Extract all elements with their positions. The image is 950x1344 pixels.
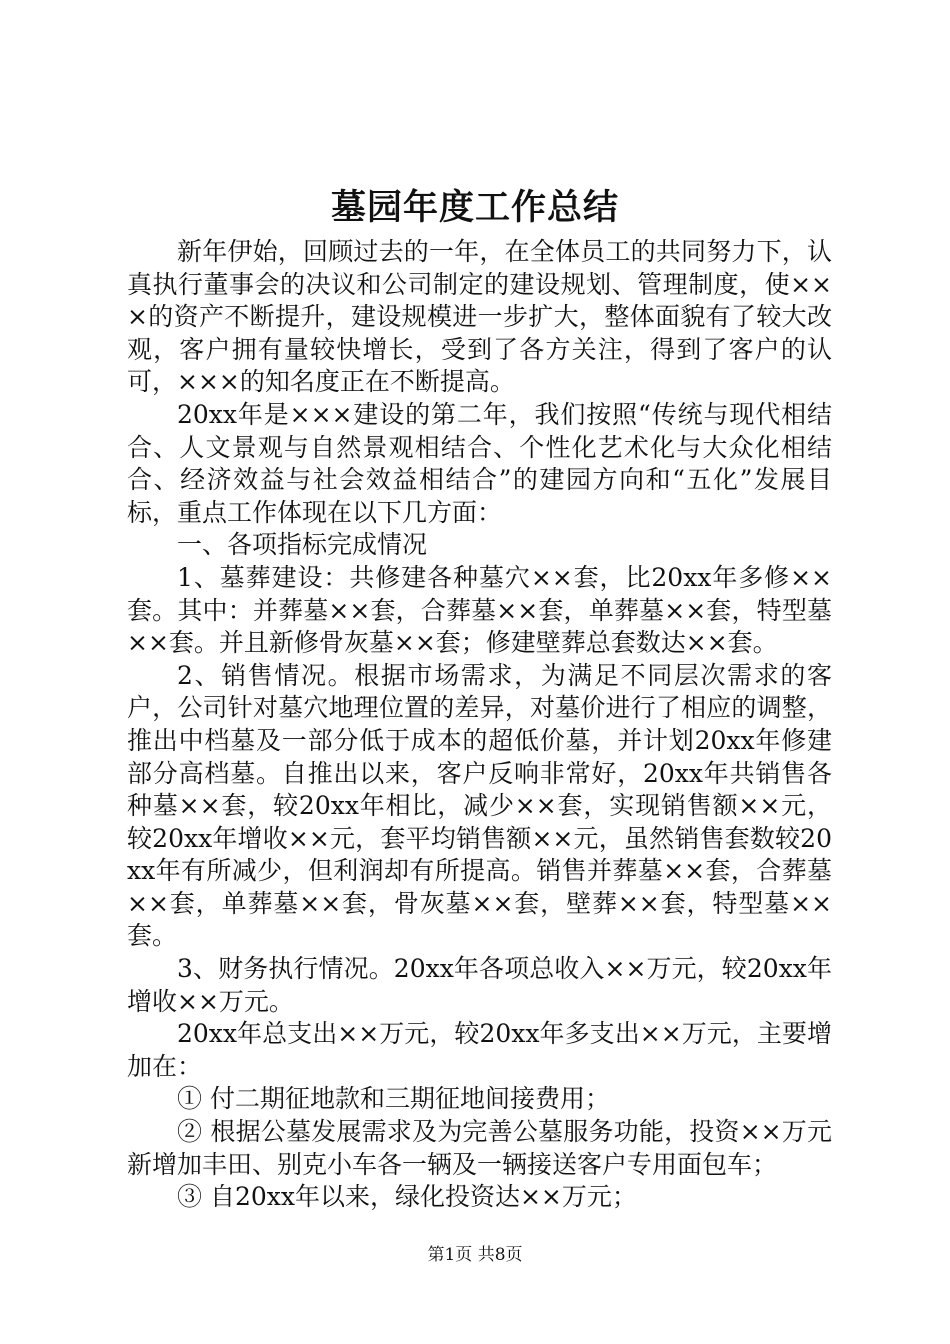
paragraph-construction: 1、墓葬建设：共修建各种墓穴××套，比20xx年多修××套。其中：并葬墓××套，合葬墓××套，单葬墓××套，特型墓××套。并且新修骨灰墓××套；修建壁葬总套数达××套。 xyxy=(127,562,832,658)
document-body xyxy=(127,236,832,1214)
list-item-land: ① 付二期征地款和三期征地间接费用； xyxy=(177,1084,610,1114)
document-title: 墓园年度工作总结 xyxy=(330,187,619,228)
page-number: 第1页 共8页 xyxy=(427,1245,523,1265)
paragraph-finance: 3、财务执行情况。20xx年各项总收入××万元，较20xx年增收××万元。 xyxy=(127,954,832,1016)
paragraph-sales: 2、销售情况。根据市场需求，为满足不同层次需求的客户，公司针对墓穴地理位置的差异，对墓价进行了相应的调整，推出中档墓及一部分低于成本的超低价墓，并计划20xx年修建部分高档墓。自推出以来，客户反响非常好，20xx年共销售各种墓××套，较20xx年相比，减少××套，实现销售额××元，较20xx年增收××元，套平均销售额××元，虽然销售套数较20xx年有所减少，但利润却有所提高。销售并葬墓××套，合葬墓××套，单葬墓××套，骨灰墓××套，壁葬××套，特型墓××套。 xyxy=(127,660,832,951)
paragraph-intro: 新年伊始，回顾过去的一年，在全体员工的共同努力下，认真执行董事会的决议和公司制定的建设规划、管理制度，使×××的资产不断提升，建设规模进一步扩大，整体面貌有了较大改观，客户拥有量较快增长，受到了各方关注，得到了客户的认可，×××的知名度正在不断提高。 xyxy=(127,237,832,397)
paragraph-overview: 20xx年是×××建设的第二年，我们按照“传统与现代相结合、人文景观与自然景观相结合、个性化艺术化与大众化相结合、经济效益与社会效益相结合”的建园方向和“五化”发展目标，重点工作体现在以下几方面： xyxy=(127,399,832,527)
list-item-greening: ③ 自20xx年以来，绿化投资达××万元； xyxy=(177,1182,637,1212)
paragraph-expenditure: 20xx年总支出××万元，较20xx年多支出××万元，主要增加在： xyxy=(127,1019,832,1081)
section-heading: 一、各项指标完成情况 xyxy=(177,530,428,560)
list-item-vehicles: ② 根据公墓发展需求及为完善公墓服务功能，投资××万元新增加丰田、别克小车各一辆及一辆接送客户专用面包车； xyxy=(127,1117,832,1179)
